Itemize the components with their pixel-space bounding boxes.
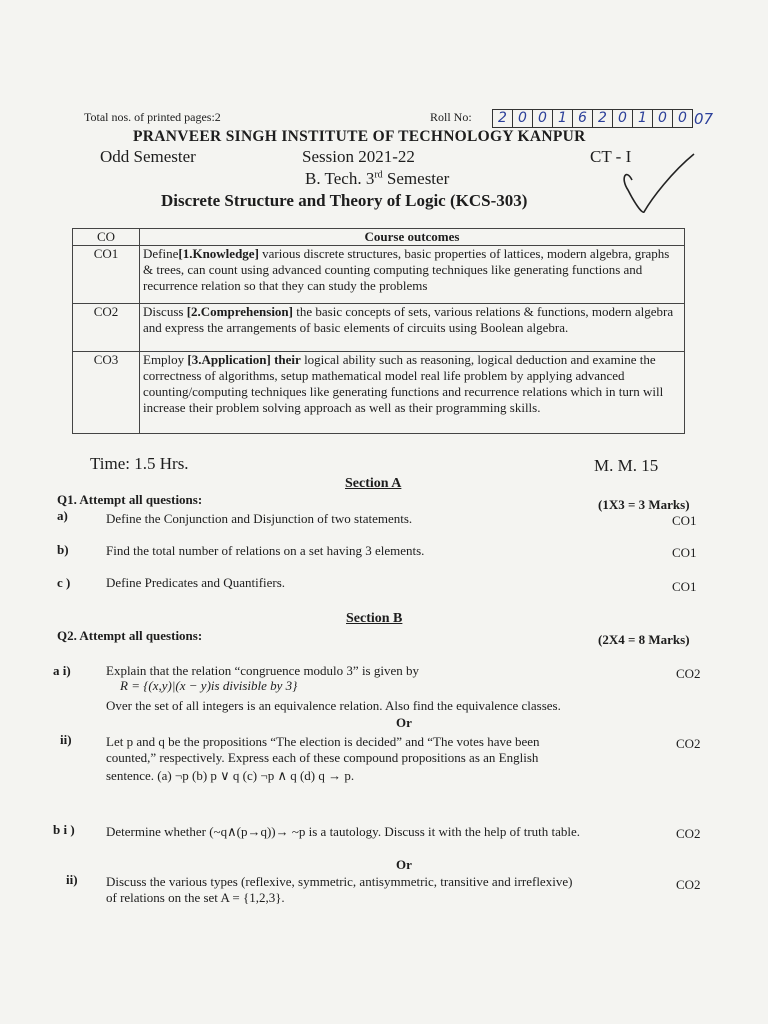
roll-label: Roll No: xyxy=(430,110,472,124)
max-marks: M. M. 15 xyxy=(594,456,659,475)
q2bii-label: ii) xyxy=(66,872,78,887)
roll-boxes xyxy=(492,109,693,128)
roll-digit-box: 0 xyxy=(678,110,687,126)
course-outcomes-table xyxy=(72,228,685,434)
co-outcome: Employ [3.Application] their logical ability such as reasoning, logical deduction and examine the correctness of algorithms, setup mathematical model real life problem by applying advanced counting/computing techniques like generating functions and recurrence relations which in turn will increase their problem solving approach as well as their programming skills. xyxy=(140,352,685,434)
roll-digit-box: 0 xyxy=(613,110,633,127)
q1-title: Q1. Attempt all questions: xyxy=(57,492,203,507)
or-2: Or xyxy=(396,857,412,872)
q2bi-co: CO2 xyxy=(676,826,701,841)
q2bi-text: Determine whether (~q∧(p→q))→ ~p is a tautology. Discuss it with the help of truth table. xyxy=(106,824,581,839)
roll-digit-box: 0 xyxy=(653,110,673,127)
printed-pages: Total nos. of printed pages:2 xyxy=(84,110,221,124)
q2aii-co: CO2 xyxy=(676,736,701,751)
q1b-label: b) xyxy=(57,542,69,557)
q1b-co: CO1 xyxy=(672,545,697,560)
q2ai-formula: R = {(x,y)|(x − y)is divisible by 3} xyxy=(120,678,298,693)
co-outcome: Discuss [2.Comprehension] the basic concepts of sets, various relations & functions, modern algebra and express the arrangements of basic elements of circuits using Boolean algebra. xyxy=(140,304,685,352)
roll-digit-box: 2 xyxy=(493,110,513,127)
co-outcome: Define[1.Knowledge] various discrete structures, basic properties of lattices, modern algebra, graphs & trees, can count using advanced counting computing techniques like generating functions and recurrence relation so that they can study the problems xyxy=(140,246,685,304)
q1b-text: Find the total number of relations on a set having 3 elements. xyxy=(106,543,425,558)
session: Session 2021-22 xyxy=(302,147,415,166)
q2aii-line3: sentence. (a) ¬p (b) p ∨ q (c) ¬p ∧ q (d) q → p. xyxy=(106,768,355,783)
q2ai-co: CO2 xyxy=(676,666,701,681)
q1c-co: CO1 xyxy=(672,579,697,594)
q2bii-line2: of relations on the set A = {1,2,3}. xyxy=(106,890,285,905)
roll-digit-box: 0 xyxy=(533,110,553,127)
table-header-row xyxy=(73,229,685,246)
section-a-title: Section A xyxy=(345,476,402,491)
table-row xyxy=(73,352,685,434)
q2ai-line3: Over the set of all integers is an equivalence relation. Also find the equivalence classes. xyxy=(106,698,561,713)
q1a-text: Define the Conjunction and Disjunction of two statements. xyxy=(106,511,413,526)
q2aii-line1: Let p and q be the propositions “The election is decided” and “The votes have been xyxy=(106,734,540,749)
co-code: CO3 xyxy=(73,352,140,434)
checkmark-icon xyxy=(612,150,702,220)
q1-marks: (1X3 = 3 Marks) xyxy=(598,497,690,512)
outcomes-column-header: Course outcomes xyxy=(140,229,685,246)
q1a-co: CO1 xyxy=(672,513,697,528)
table-row xyxy=(73,304,685,352)
exam-time: Time: 1.5 Hrs. xyxy=(90,454,189,473)
subject-title: Discrete Structure and Theory of Logic (KCS-303) xyxy=(161,191,528,210)
roll-digit-box: 2 xyxy=(593,110,613,127)
test-name: CT - I xyxy=(590,147,632,166)
q2aii-line2: counted,” respectively. Express each of these compound propositions as an English xyxy=(106,750,539,765)
q2bi-label: b i ) xyxy=(53,822,75,837)
q1c-text: Define Predicates and Quantifiers. xyxy=(106,575,286,590)
table-row xyxy=(73,246,685,304)
q2aii-label: ii) xyxy=(60,732,72,747)
roll-number xyxy=(492,109,713,128)
semester: Odd Semester xyxy=(100,147,196,166)
co-code: CO2 xyxy=(73,304,140,352)
roll-digit-box: 0 xyxy=(513,110,533,127)
co-column-header: CO xyxy=(73,229,140,246)
q2ai-label: a i) xyxy=(53,663,71,678)
roll-digit-box: 1 xyxy=(633,110,653,127)
q2ai-line1: Explain that the relation “congruence modulo 3” is given by xyxy=(106,663,419,678)
q2bii-line1: Discuss the various types (reflexive, symmetric, antisymmetric, transitive and irreflexive) xyxy=(106,874,573,889)
q1a-label: a) xyxy=(57,508,68,523)
roll-digit-box: 6 xyxy=(573,110,593,127)
q2-marks: (2X4 = 8 Marks) xyxy=(598,632,690,647)
section-b-title: Section B xyxy=(346,611,403,626)
roll-extra: 07 xyxy=(694,109,714,128)
or-1: Or xyxy=(396,715,412,730)
institute-name: PRANVEER SINGH INSTITUTE OF TECHNOLOGY KANPUR xyxy=(133,128,586,145)
q2bii-co: CO2 xyxy=(676,877,701,892)
q1c-label: c ) xyxy=(57,575,71,590)
roll-digit-box: 1 xyxy=(553,110,573,127)
program: B. Tech. 3rd Semester xyxy=(305,169,450,188)
co-code: CO1 xyxy=(73,246,140,304)
q2-title: Q2. Attempt all questions: xyxy=(57,628,203,643)
